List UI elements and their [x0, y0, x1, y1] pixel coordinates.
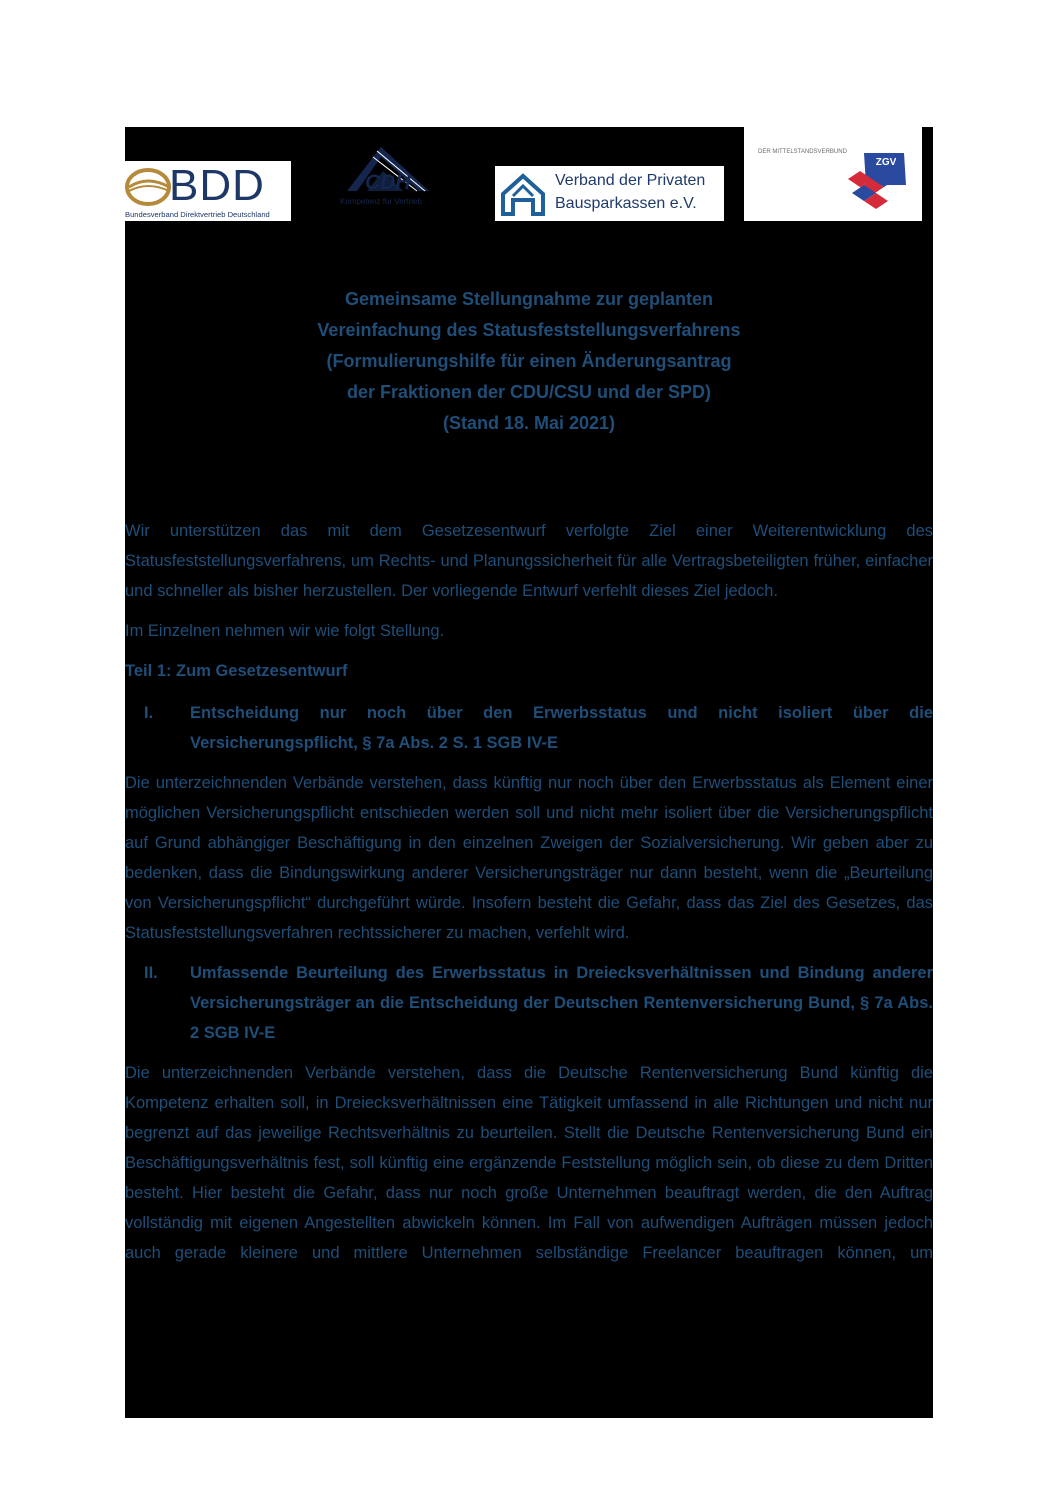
section-number: I. [144, 704, 154, 722]
vdpb-name-line-2: Bausparkassen e.V. [555, 195, 697, 212]
vdpb-logo [495, 166, 724, 221]
section-heading-text: Umfassende Beurteilung des Erwerbsstatus in Dreiecksverhältnissen und Bindung anderer Versicherungsträger an die Entscheidung der Deutschen Rentenversicherung Bund, § 7a Abs. 2 SGB IV-E [190, 964, 933, 1042]
house-icon [499, 170, 547, 218]
bdd-wordmark: BDD [169, 161, 265, 210]
section-heading-text: Entscheidung nur noch über den Erwerbsstatus und nicht isoliert über die Versicherungspflicht, § 7a Abs. 2 S. 1 SGB IV-E [190, 704, 933, 752]
cdh-logo [337, 141, 457, 211]
title-line: (Formulierungshilfe für einen Änderungsantrag [326, 351, 732, 371]
title-line: Gemeinsame Stellungnahme zur geplanten [344, 289, 714, 309]
section-paragraph: Die unterzeichnenden Verbände verstehen, dass die Deutsche Rentenversicherung Bund künftig die Kompetenz erhalten soll, in Dreiecksverhältnissen eine Tätigkeit umfassend in alle Richtungen und nicht nur begrenzt auf das jeweilige Rechtsverhältnis zu beurteilen. Stellt die Deutsche Rentenversicherung Bund ein Beschäftigungsverhältnis fest, soll künftig eine ergänzende Feststellung möglich sein, ob diese zu dem Dritten besteht. Hier besteht die Gefahr, dass nur noch große Unternehmen beauftragt werden, die den Auftrag vollständig mit eigenen Angestellten abwickeln können. Im Fall von aufwendigen Aufträgen müssen jedoch auch gerade kleinere und mittlere Unternehmen selbständige Freelancer beauftragen können, um [125, 1064, 933, 1262]
section-heading [125, 698, 933, 758]
section-paragraph: Die unterzeichnenden Verbände verstehen, dass künftig nur noch über den Erwerbsstatus als Element einer möglichen Versicherungspflicht entschieden werden soll und nicht mehr isoliert über die Versicherungspflicht auf Grund abhängiger Beschäftigung in den einzelnen Zweigen der Sozialversicherung. Wir geben aber zu bedenken, dass die Bindungswirkung anderer Versicherungsträger nur dann besteht, wenn die „Beurteilung von Versicherungspflicht“ durchgeführt würde. Insofern besteht die Gefahr, dass das Ziel des Gesetzes, das Statusfeststellungsverfahren rechtssicherer zu machen, verfehlt wird. [125, 774, 933, 942]
cdh-subtitle: Kompetenz für Vertrieb [340, 197, 422, 206]
part-heading: Teil 1: Zum Gesetzesentwurf [125, 662, 348, 680]
intro-paragraph: Wir unterstützen das mit dem Gesetzesentwurf verfolgte Ziel einer Weiterentwicklung des Statusfeststellungsverfahrens, um Rechts- und Planungssicherheit für alle Vertragsbeteiligten früher, einfacher und schneller als bisher herzustellen. Der vorliegende Entwurf verfehlt dieses Ziel jedoch. [125, 522, 933, 600]
document-title [125, 284, 933, 439]
title-line: Vereinfachung des Statusfeststellungsverfahrens [317, 320, 741, 340]
bdd-subtitle: Bundesverband Direktvertrieb Deutschland [125, 210, 270, 219]
section-number: II. [144, 964, 158, 982]
vdpb-name-line-1: Verband der Privaten [555, 172, 706, 189]
section-heading [125, 958, 933, 1048]
svg-text:ZGV: ZGV [875, 157, 897, 168]
bdd-swoosh-icon [125, 167, 171, 207]
intro-paragraph: Im Einzelnen nehmen wir wie folgt Stellung. [125, 622, 445, 640]
title-line: der Fraktionen der CDU/CSU und der SPD) [346, 382, 712, 402]
document-body [125, 516, 933, 1278]
bdd-logo [125, 161, 291, 221]
zgv-tagline: DER MITTELSTANDSVERBUND [758, 149, 847, 155]
zgv-logo [744, 127, 922, 221]
zgv-cubes-icon [844, 145, 914, 209]
cdh-wordmark: CDH [365, 171, 411, 194]
title-line: (Stand 18. Mai 2021) [442, 413, 616, 433]
